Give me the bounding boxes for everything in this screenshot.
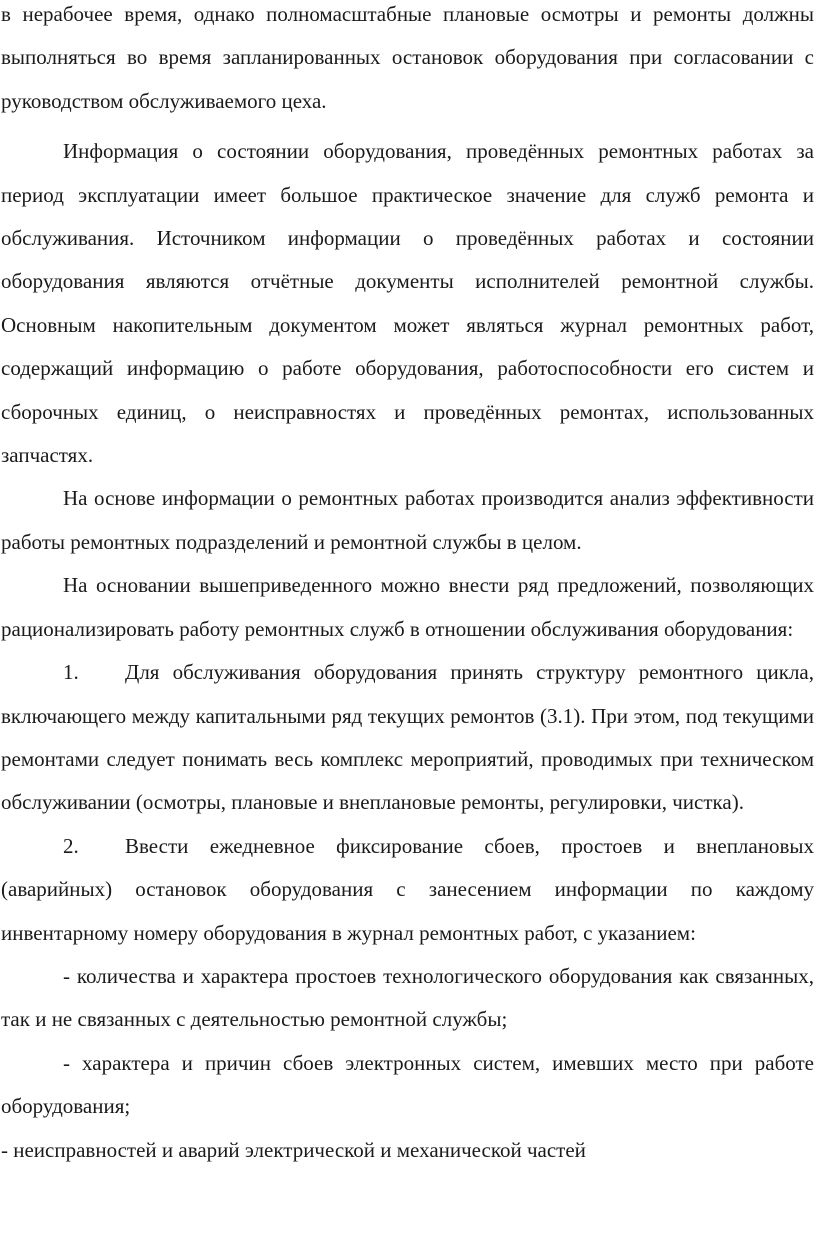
- list-item-2: [1, 825, 815, 955]
- list-item-text: Ввести ежедневное фиксирование сбоев, простоев и внеплановых (аварийных) остановок оборудования с занесением информации по каждому инвентарному номеру оборудования в журнал ремонтных работ, с указанием:: [1, 833, 814, 945]
- paragraph-proposals-intro: На основании вышеприведенного можно внести ряд предложений, позволяющих рационализировать работу ремонтных служб в отношении обслуживания оборудования:: [1, 573, 814, 641]
- dash-item-failures: - характера и причин сбоев электронных систем, имевших место при работе оборудования;: [1, 1050, 814, 1119]
- list-item-text: Для обслуживания оборудования принять структуру ремонтного цикла, включающего между капитальными ряд текущих ремонтов (3.1). При этом, под текущими ремонтами следует понимать весь комплекс мероприятий, проводимых при техническом обслуживании (осмотры, плановые и внеплановые ремонты, регулировки, чистка).: [1, 660, 814, 815]
- document-body: [1, 0, 815, 1172]
- paragraph-equipment-info: Информация о состоянии оборудования, проведённых ремонтных работах за период эксплуатации имеет большое практическое значение для служб ремонта и обслуживания. Источником информации о проведённых работах и состоянии оборудования являются отчётные документы исполнителей ремонтной службы. Основным накопительным документом может являться журнал ремонтных работ, содержащий информацию о работе оборудования, работоспособности его систем и сборочных единиц, о неисправностях и проведённых ремонтах, использованных запчастях.: [1, 139, 814, 468]
- list-item-1: [1, 651, 815, 825]
- list-number: 1.: [63, 660, 79, 685]
- paragraph-continuation: в нерабочее время, однако полномасштабные плановые осмотры и ремонты должны выполняться во время запланированных остановок оборудования при согласовании с руководством обслуживаемого цеха.: [1, 2, 814, 113]
- list-number: 2.: [63, 833, 79, 858]
- dash-item-downtime: - количества и характера простоев технологического оборудования как связанных, так и не связанных с деятельностью ремонтной службы;: [1, 963, 814, 1032]
- dash-item-faults: - неисправностей и аварий электрической и механической частей: [1, 1137, 586, 1162]
- paragraph-analysis: На основе информации о ремонтных работах производится анализ эффективности работы ремонтных подразделений и ремонтной службы в целом.: [1, 486, 814, 554]
